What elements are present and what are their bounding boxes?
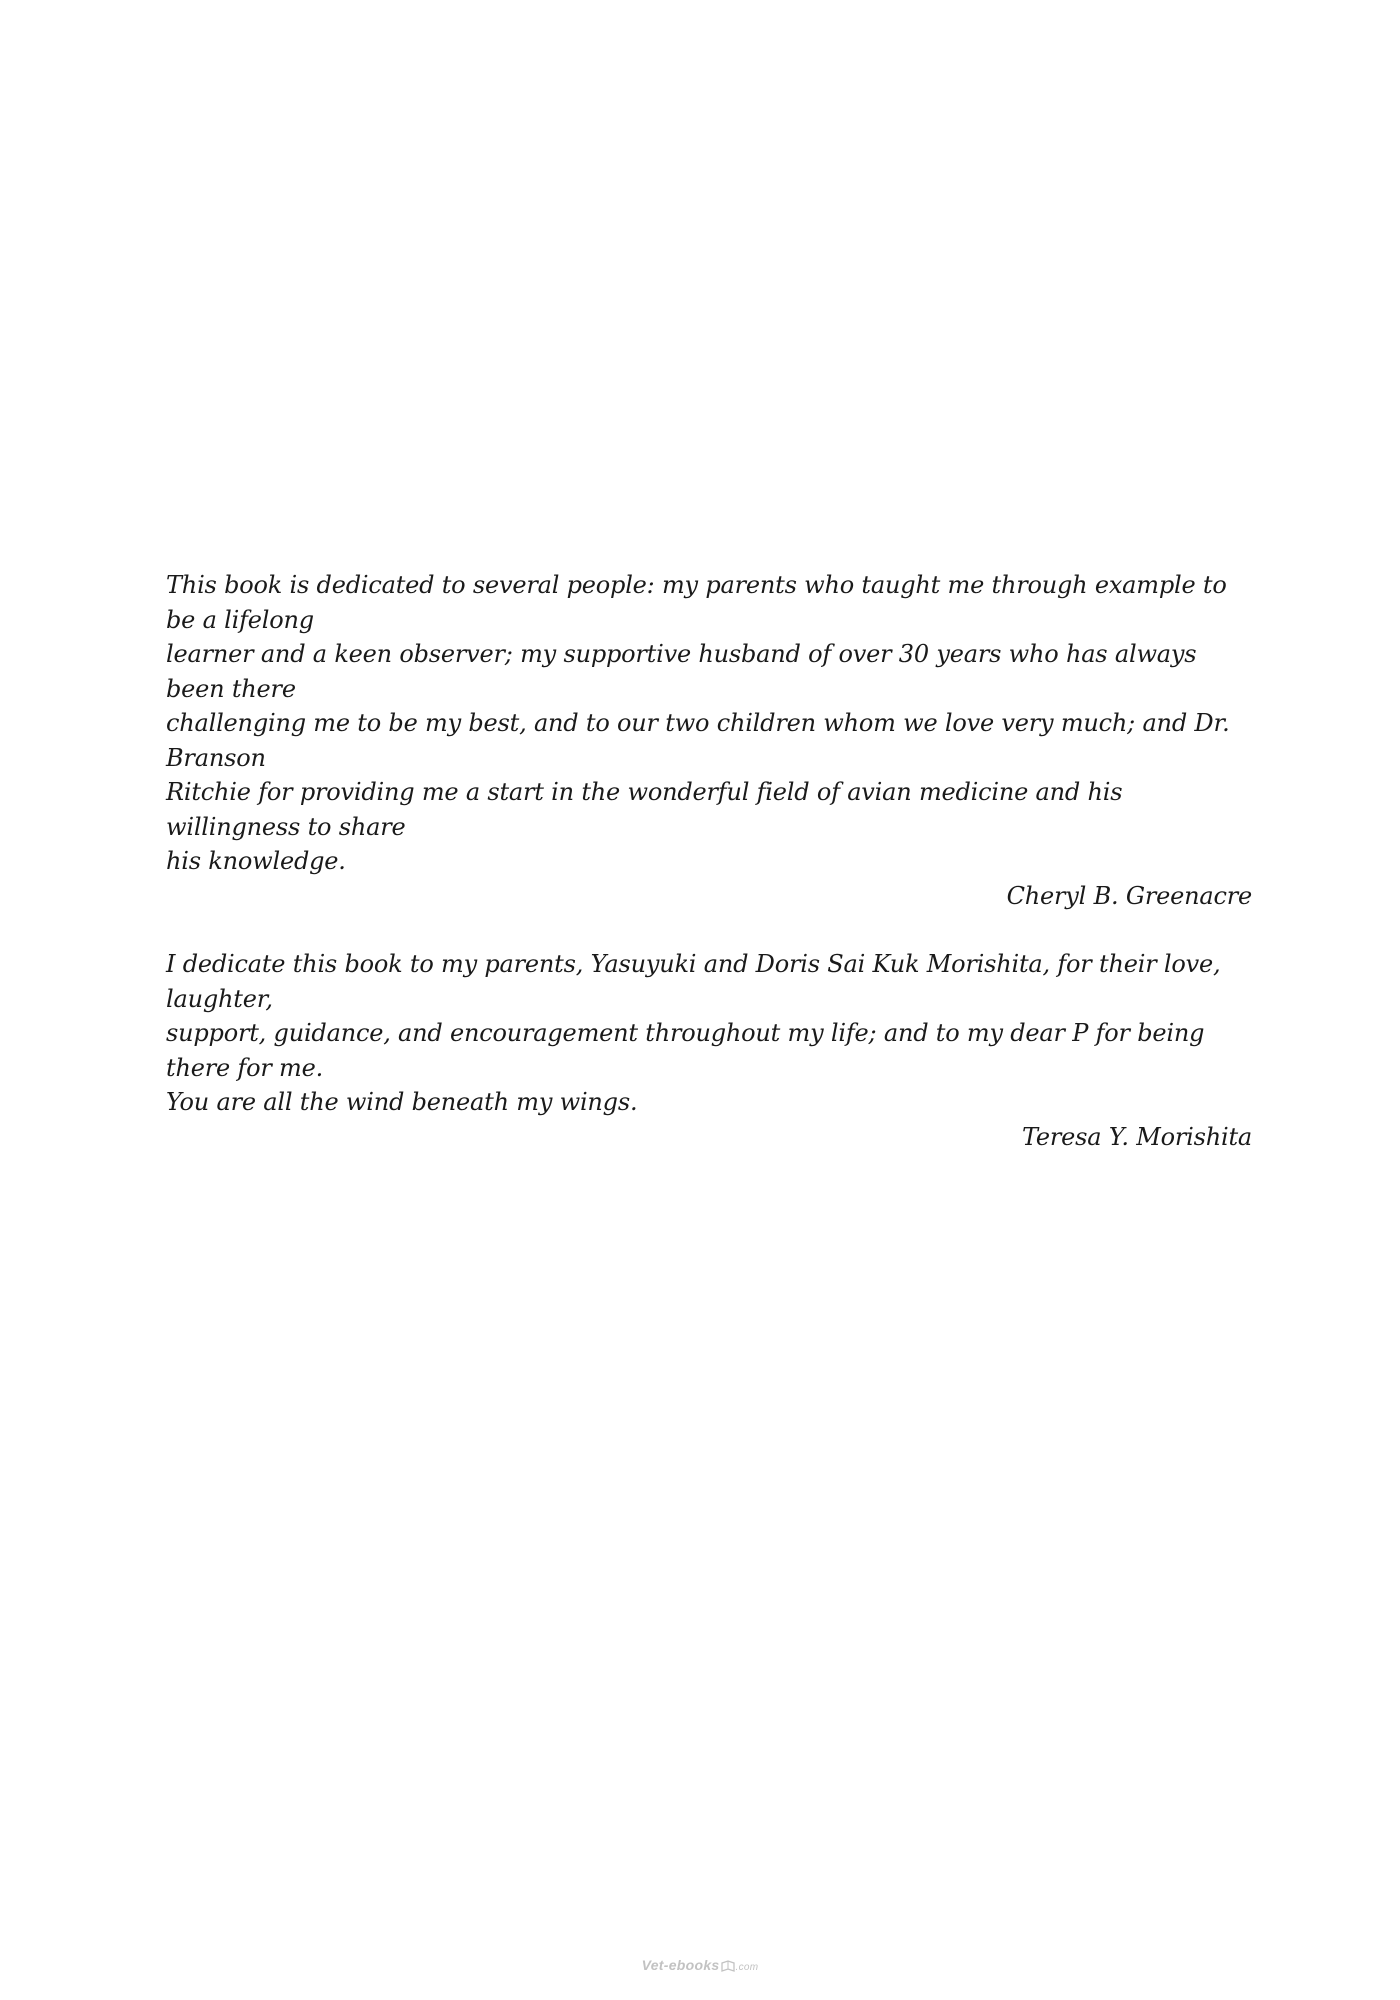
dedications-block xyxy=(166,568,1252,1188)
watermark-suffix: .com xyxy=(735,1962,759,1973)
dedication-signature: Teresa Y. Morishita xyxy=(1021,1122,1252,1151)
dedication-text: I dedicate this book to my parents, Yasuyuki and Doris Sai Kuk Morishita, for their love, laughter, support, guidance, and encouragement throughout my life; and to my dear P for being there for me. You are all the wind beneath my wings. xyxy=(166,950,1221,1116)
watermark-text: Vet-ebooks xyxy=(641,1957,720,1973)
dedication-greenacre xyxy=(166,568,1252,913)
dedication-morishita xyxy=(166,947,1252,1154)
watermark xyxy=(0,1957,1400,1973)
dedication-signature: Cheryl B. Greenacre xyxy=(1006,881,1252,910)
dedication-text: This book is dedicated to several people: my parents who taught me through example to be a lifelong learner and a keen observer; my supportive husband of over 30 years who has always been there challenging me to be my best, and to our two children whom we love very much; and Dr. Branson Ritchie for providing me a start in the wonderful field of avian medicine and his willingness to share his knowledge. xyxy=(166,571,1230,875)
book-icon xyxy=(721,1960,735,1972)
